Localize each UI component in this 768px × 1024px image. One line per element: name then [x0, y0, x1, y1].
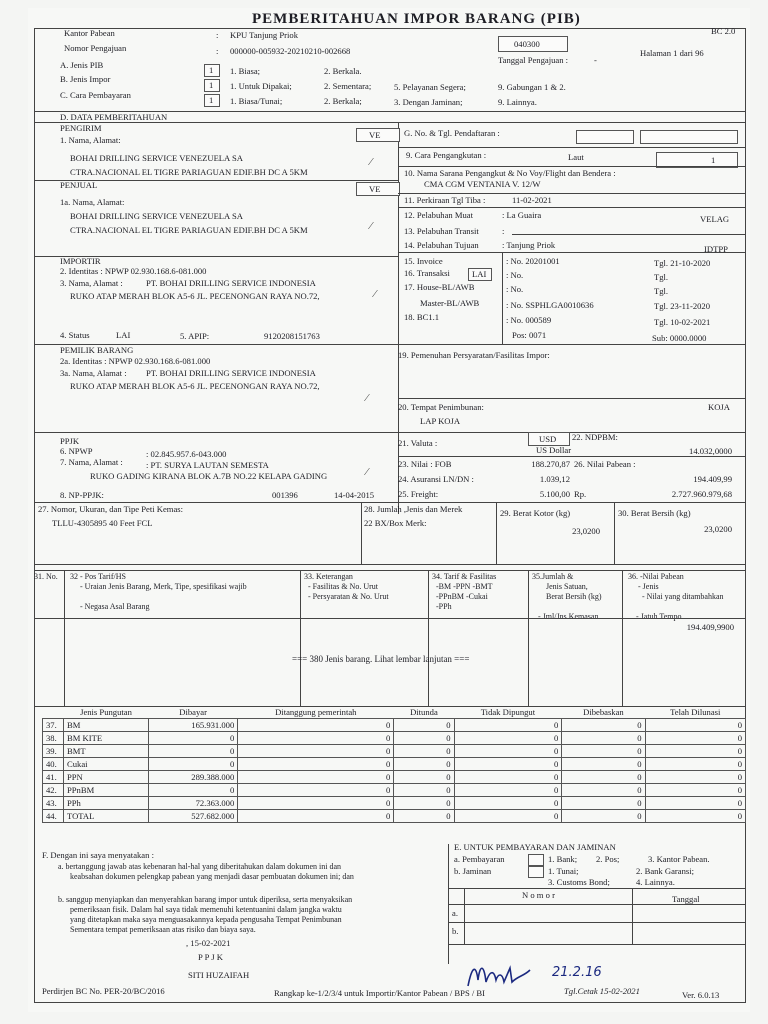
- page-number: Halaman 1 dari 96: [640, 48, 704, 58]
- pemilik-nama-label: 3a. Nama, Alamat :: [60, 368, 127, 378]
- section-e-label: E. UNTUK PEMBAYARAN DAN JAMINAN: [454, 842, 616, 852]
- items-header-0: 31. No.: [34, 572, 58, 581]
- version: Ver. 6.0.13: [682, 990, 720, 1000]
- pendaftaran-no-box: [576, 130, 634, 144]
- pungutan-header-5: Dibebaskan: [562, 706, 645, 719]
- jenis-impor-box: 1: [209, 80, 214, 90]
- items-header-11: 35.Jumlah &: [532, 572, 574, 581]
- items-header-17: - Nilai yang ditambahkan: [642, 592, 724, 601]
- pungutan-cell-bebas: 0: [562, 745, 645, 758]
- pungutan-cell-jenis: BMT: [64, 745, 149, 758]
- statement-b-2: pemeriksaan fisik. Dalam hal saya tidak memenuhi ketentuanini dalam jangka waktu: [70, 905, 342, 914]
- pungutan-header-2: Ditanggung pemerintah: [238, 706, 394, 719]
- fasilitas-label: 19. Pemenuhan Persyaratan/Fasilitas Impor:: [398, 350, 550, 360]
- pungutan-cell-dibayar: 0: [149, 732, 238, 745]
- importir-status: LAI: [116, 330, 131, 340]
- np-ppjk-date: 14-04-2015: [334, 490, 375, 500]
- importir-apip: 9120208151763: [264, 331, 320, 341]
- pungutan-cell-bebas: 0: [562, 732, 645, 745]
- statement-b-4: Sementara tempat pemeriksaan atas risiko dan biaya saya.: [70, 925, 256, 934]
- pungutan-cell-dibayar: 72.363.000: [149, 797, 238, 810]
- pembayaran-opt-3: 3. Kantor Pabean.: [648, 854, 710, 864]
- pungutan-header-1: Dibayar: [149, 706, 238, 719]
- pungutan-cell-no: 37.: [43, 719, 64, 732]
- pembayaran-box: [528, 854, 544, 866]
- timbun-name: LAP KOJA: [420, 416, 461, 426]
- peti-kemas: TLLU-4305895 40 Feet FCL: [52, 518, 153, 528]
- pungutan-cell-bebas: 0: [562, 771, 645, 784]
- jaminan-box: [528, 866, 544, 878]
- items-header-12: Jenis Satuan,: [546, 582, 588, 591]
- pungutan-cell-jenis: PPnBM: [64, 784, 149, 797]
- tanggal-header: Tanggal: [672, 894, 700, 904]
- nilai-pabean-total: 194.409,9900: [686, 622, 734, 632]
- pungutan-cell-dtp: 0: [238, 758, 394, 771]
- penjual-name: BOHAI DRILLING SERVICE VENEZUELA SA: [70, 211, 243, 221]
- pungutan-cell-jenis: TOTAL: [64, 810, 149, 823]
- tujuan-label: 14. Pelabuhan Tujuan: [404, 240, 479, 250]
- items-header-3: - Negasa Asal Barang: [80, 602, 150, 611]
- statement-b-1: b. sanggup menyiapkan dan menyerahkan barang impor untuk diperiksa, serta menyaksikan: [58, 895, 353, 904]
- top-border: [34, 28, 746, 29]
- items-header-10: -PPh: [436, 602, 452, 611]
- jaminan-row-b: b.: [452, 926, 459, 936]
- ppjk-nama: : PT. SURYA LAUTAN SEMESTA: [146, 460, 269, 470]
- pungutan-cell-lunas: 0: [645, 784, 745, 797]
- items-header-2: - Uraian Jenis Barang, Merk, Tipe, spesifikasi wajib: [80, 582, 247, 591]
- cara-bayar-opt-9: 9. Lainnya.: [498, 97, 537, 107]
- housebl-label: 17. House-BL/AWB: [404, 282, 475, 292]
- transit-label: 13. Pelabuhan Transit: [404, 226, 479, 236]
- pungutan-cell-tidak: 0: [454, 745, 562, 758]
- importir-label: IMPORTIR: [60, 256, 101, 266]
- left-border: [34, 28, 35, 1003]
- pungutan-cell-lunas: 0: [645, 758, 745, 771]
- page-title: PEMBERITAHUAN IMPOR BARANG (PIB): [252, 11, 581, 27]
- pungutan-cell-lunas: 0: [645, 745, 745, 758]
- asuransi: 1.039,12: [539, 474, 570, 484]
- pungutan-cell-ditunda: 0: [394, 771, 454, 784]
- signatory-name: SITI HUZAIFAH: [188, 970, 250, 980]
- freight: 5.100,00: [539, 489, 570, 499]
- signature-image: [464, 956, 550, 992]
- pungutan-cell-ditunda: 0: [394, 719, 454, 732]
- transaksi-tgl: Tgl.: [654, 272, 669, 282]
- section-d-label: D. DATA PEMBERITAHUAN: [60, 112, 168, 122]
- jenis-impor-opt-1: 1. Untuk Dipakai;: [230, 81, 292, 91]
- section-f-label: F. Dengan ini saya menyatakan :: [42, 850, 154, 860]
- tanggal-pengajuan-label: Tanggal Pengajuan :: [498, 55, 569, 65]
- bc11-no: : No. 000589: [506, 315, 552, 325]
- pemilik-identitas: 2a. Identitas : NPWP 02.930.168.6-081.000: [60, 356, 211, 366]
- jenis-pib-opt-1: 1. Biasa;: [230, 66, 261, 76]
- pungutan-cell-dibayar: 165.931.000: [149, 719, 238, 732]
- pungutan-cell-jenis: PPN: [64, 771, 149, 784]
- pelabuhan-tujuan-code: IDTPP: [704, 244, 728, 254]
- pungutan-cell-ditunda: 0: [394, 732, 454, 745]
- pungutan-cell-dtp: 0: [238, 810, 394, 823]
- np-ppjk-label: 8. NP-PPJK:: [60, 490, 104, 500]
- jaminan-opt-1: 1. Tunai;: [548, 866, 579, 876]
- pungutan-cell-bebas: 0: [562, 810, 645, 823]
- pungutan-cell-tidak: 0: [454, 719, 562, 732]
- pengajuan-value: 000000-005932-20210210-002668: [230, 46, 351, 56]
- pib-document: PEMBERITAHUAN IMPOR BARANG (PIB) BC 2.0 Halaman 1 dari 96 Kantor Pabean : KPU Tanjung Priok 040300 Nomor Pengajuan : 000000-005932-20210210-002668 Tanggal Pengajuan : - A. Jenis PIB 1 1. Biasa; 2. Berkala. B. Jenis Impor 1 1. Untuk Dipakai; 2. Sementara; 5. Pelayanan Segera; 9. Gabungan 1 & 2. C. Cara Pembayaran 1 1. Biasa/Tunai; 2. Berkala; 3. Dengan Jaminan; 9. Lainnya. D. DATA PEMBERITAHUAN PENGIRIM VE 1. Nama, Alamat: BOHAI DRILLING SERVICE VENEZUELA SA CTRA.NACIONAL EL TIGRE PARIAGUAN EDIF.BH DC A 5KM ⁄ PENJUAL VE 1a. Nama, Alamat: BOHAI DRILLING SERVICE VENEZUELA SA CTRA.NACIONAL EL TIGRE PARIAGUAN EDIF.BH DC A 5KM ⁄ IMPORTIR 2. Identitas : NPWP 02.930.168.6-081.000 3. Nama, Alamat : PT. BOHAI DRILLING SERVICE INDONESIA RUKO ATAP MERAH BLOK A5-6 JL. PECENONGAN RAYA NO.72, ⁄ 4. Status LAI 5. APIP: 9120208151763 PEMILIK BARANG 2a. Identitas : NPWP 02.930.168.6-081.000 3a. Nama, Alamat : PT. BOHAI DRILLING SERVICE INDONESIA RUKO ATAP MERAH BLOK A5-6 JL. PECENONGAN RAYA NO.72, ⁄ PPJK 6. NPWP : 02.845.957.6-043.000 7. Nama, Alamat : : PT. SURYA LAUTAN SEMESTA RUKO GADING KIRANA BLOK A.7B NO.22 KELAPA GADING ⁄ 8. NP-PPJK: 001396 14-04-2015 G. No. & Tgl. Pendaftaran : 9. Cara Pengangkutan : Laut 1 10. Nama Sarana Pengangkut & No Voy/Flight dan Bendera : CMA CGM VENTANIA V. 12/W 11. Perkiraan Tgl Tiba : 11-02-2021 12. Pelabuhan Muat : La Guaira VELAG 13. Pelabuhan Transit : 14. Pelabuhan Tujuan : Tanjung Priok IDTPP 15. Invoice : No. 20201001 Tgl. 21-10-2020 16. Transaksi LAI : No. Tgl. 17. House-BL/AWB : No. Tgl. Master-BL/AWB : No. SSPHLGA0010636 Tgl. 23-11-2020 18. BC1.1 : No. 000589 Tgl. 10-02-2021 Pos: 0071 Sub: 0000.0000 19. Pemenuhan Persyaratan/Fasilitas Impor: 20. Tempat Penimbunan: KOJA LAP KOJA 21. Valuta : USD 22. NDPBM: US Dollar 14.032,0000 23. Nilai : FOB 188.270,87 26. Nilai Pabean : 24. Asuransi LN/DN : 1.039,12 194.409,99 25. Freight: 5.100,00 Rp. 2.727.960.979,68 27. Nomor, Ukuran, dan Tipe Peti Kemas: TLLU-4305895 40 Feet FCL 28. Jumlah ,Jenis dan Merek 22 BX/Box Merk: 29. Berat Kotor (kg) 23,0200 30. Berat Bersih (kg) 23,0200 31. No. 32 - Pos Tarif/HS - Uraian Jenis Barang, Merk, Tipe, spesifikasi wajib - Negasa Asal Barang 33. Keterangan - Fasilitas & No. Urut - Persyaratan & No. Urut 34. Tarif & Fasilitas -BM -PPN -BMT -PPnBM -Cukai -PPh 35.Jumlah & Jenis Satuan, Berat Bersih (kg) - Jml/Jns Kemasan 36. -Nilai Pabean - Jenis - Nilai yang ditambahkan - Jatuh Tempo 194.409,9900 === 380 Jenis barang. Lihat lembar lanjutan === Jenis Pungutan Dibayar Ditanggung pemerintah Ditunda Tidak Dipungut Dibebaskan Telah Dilunasi 37. BM 165.931.000 0 0 0 0 0 38. BM KITE 0 0 0 0 0 0 39. BMT 0 0 0 0 0 0 40. Cukai 0 0 0 0 0 0 41. PPN 289.388.000 0 0 0 0 0 42. PPnBM 0 0 0 0 0 0 43. PPh 72.363.000 0 0 0 0 0 44. TOTAL 527.682.000 0 0 0 0 0 F. Dengan ini saya menyatakan : a. bertanggung jawab atas kebenaran hal-hal yang diberitahukan dalam dokumen ini dan keabsahan dokumen pelengkap pabean yang menjadi dasar pembuatan dokumen ini; dan b. sanggup menyiapkan dan menyerahkan barang impor untuk diperiksa, serta menyaksikan pemeriksaan fisik. Dalam hal saya tidak memenuhi ketentuanini dalam jangka waktu yang ditetapkan maka saya menguasakannya kepada pengusaha Tempat Penimbunan Sementara tempat pemeriksaan atas risiko dan biaya saya. , 15-02-2021 P P J K SITI HUZAIFAH E. UNTUK PEMBAYARAN DAN JAMINAN a. Pembayaran 1. Bank; 2. Pos; 3. Kantor Pabean. b. Jaminan 1. Tunai; 2. Bank Garansi; 3. Customs Bond; 4. Lainnya. N o m o r Tanggal a. b. 21.2.16 Perdirjen BC No. PER-20/BC/2016 Rangkap ke-1/2/3/4 untuk Importir/Kantor Pabean / BPS / BI Tgl.Cetak 15-02-2021 Ver. 6.0.13: [28, 8, 750, 1012]
- pungutan-cell-dtp: 0: [238, 797, 394, 810]
- items-header-5: - Fasilitas & No. Urut: [308, 582, 378, 591]
- pungutan-cell-ditunda: 0: [394, 797, 454, 810]
- pungutan-header-4: Tidak Dipungut: [454, 706, 562, 719]
- kemasan-label: 28. Jumlah ,Jenis dan Merek: [364, 504, 463, 514]
- importir-nama: PT. BOHAI DRILLING SERVICE INDONESIA: [146, 278, 316, 288]
- items-header-4: 33. Keterangan: [304, 572, 353, 581]
- pungutan-cell-jenis: BM: [64, 719, 149, 732]
- perdirjen: Perdirjen BC No. PER-20/BC/2016: [42, 986, 165, 996]
- invoice-label: 15. Invoice: [404, 256, 443, 266]
- pungutan-cell-no: 44.: [43, 810, 64, 823]
- asuransi-label: 24. Asuransi LN/DN :: [398, 474, 474, 484]
- pungutan-cell-no: 38.: [43, 732, 64, 745]
- pungutan-cell-ditunda: 0: [394, 810, 454, 823]
- tgl-cetak: Tgl.Cetak 15-02-2021: [564, 986, 640, 996]
- masterbl-tgl: Tgl. 23-11-2020: [654, 301, 711, 311]
- pungutan-cell-dibayar: 0: [149, 784, 238, 797]
- rangkap: Rangkap ke-1/2/3/4 untuk Importir/Kantor Pabean / BPS / BI: [274, 988, 486, 998]
- pembayaran-label: a. Pembayaran: [454, 854, 505, 864]
- sarana: CMA CGM VENTANIA V. 12/W: [424, 179, 541, 189]
- jenis-impor-label: B. Jenis Impor: [60, 74, 111, 84]
- form-code: BC 2.0: [711, 26, 736, 36]
- kantor-code: 040300: [514, 39, 540, 49]
- statement-b-3: yang ditetapkan maka saya menguasakannya kepada pengusaha Tempat Penimbunan: [70, 915, 342, 924]
- perkiraan-tiba: 11-02-2021: [512, 195, 552, 205]
- pemilik-alamat: RUKO ATAP MERAH BLOK A5-6 JL. PECENONGAN RAYA NO.72,: [70, 381, 320, 391]
- ppjk-alamat: RUKO GADING KIRANA BLOK A.7B NO.22 KELAPA GADING: [90, 471, 328, 481]
- housebl-no: : No.: [506, 284, 524, 294]
- timbun-code: KOJA: [708, 402, 730, 412]
- pengirim-name: BOHAI DRILLING SERVICE VENEZUELA SA: [70, 153, 243, 163]
- items-note: === 380 Jenis barang. Lihat lembar lanjutan ===: [292, 654, 470, 664]
- pungutan-cell-dibayar: 0: [149, 758, 238, 771]
- importir-identitas: 2. Identitas : NPWP 02.930.168.6-081.000: [60, 266, 207, 276]
- pungutan-cell-tidak: 0: [454, 732, 562, 745]
- penjual-country: VE: [369, 184, 381, 194]
- ppjk-npwp: : 02.845.957.6-043.000: [146, 449, 227, 459]
- pungutan-header-0: Jenis Pungutan: [64, 706, 149, 719]
- pungutan-cell-jenis: PPh: [64, 797, 149, 810]
- pungutan-row: [43, 810, 746, 823]
- penjual-name-label: 1a. Nama, Alamat:: [60, 197, 125, 207]
- pungutan-header-6: Telah Dilunasi: [645, 706, 745, 719]
- pungutan-header-3: Ditunda: [394, 706, 454, 719]
- pungutan-table: [42, 706, 746, 823]
- pungutan-cell-lunas: 0: [645, 797, 745, 810]
- bc11-label: 18. BC1.1: [404, 312, 440, 322]
- status-label: 4. Status: [60, 330, 90, 340]
- kemas-label: 27. Nomor, Ukuran, dan Tipe Peti Kemas:: [38, 504, 184, 514]
- pabean-label: 26. Nilai Pabean :: [574, 459, 636, 469]
- cara-angkut: Laut: [568, 152, 584, 162]
- freight-label: 25. Freight:: [398, 489, 439, 499]
- invoice-no: : No. 20201001: [506, 256, 560, 266]
- ppjk-npwp-label: 6. NPWP: [60, 446, 93, 456]
- nilai-fob: 188.270,87: [531, 459, 570, 469]
- apip-label: 5. APIP:: [180, 331, 210, 341]
- valuta-label: 21. Valuta :: [398, 438, 438, 448]
- jenis-impor-opt-9: 9. Gabungan 1 & 2.: [498, 82, 566, 92]
- right-border: [745, 28, 746, 1003]
- pungutan-cell-lunas: 0: [645, 810, 745, 823]
- pungutan-cell-dtp: 0: [238, 745, 394, 758]
- pungutan-cell-dibayar: 289.388.000: [149, 771, 238, 784]
- items-header-7: 34. Tarif & Fasilitas: [432, 572, 497, 581]
- rp-label: Rp.: [574, 489, 587, 499]
- items-header-18: - Jatuh Tempo: [636, 612, 682, 621]
- cara-angkut-code: 1: [711, 155, 716, 165]
- pendaftaran-label: G. No. & Tgl. Pendaftaran :: [404, 128, 500, 138]
- pungutan-row: [43, 758, 746, 771]
- pungutan-cell-jenis: Cukai: [64, 758, 149, 771]
- sign-role: P P J K: [198, 952, 223, 962]
- pungutan-cell-no: 41.: [43, 771, 64, 784]
- jaminan-opt-4: 4. Lainnya.: [636, 877, 675, 887]
- pungutan-cell-dibayar: 0: [149, 745, 238, 758]
- pungutan-row: [43, 797, 746, 810]
- masterbl-label: Master-BL/AWB: [420, 298, 480, 308]
- importir-alamat: RUKO ATAP MERAH BLOK A5-6 JL. PECENONGAN RAYA NO.72,: [70, 291, 320, 301]
- jaminan-opt-2: 2. Bank Garansi;: [636, 866, 694, 876]
- pungutan-cell-jenis: BM KITE: [64, 732, 149, 745]
- transaksi-code: LAI: [472, 269, 487, 279]
- pungutan-cell-tidak: 0: [454, 771, 562, 784]
- pungutan-cell-bebas: 0: [562, 797, 645, 810]
- bc11-pos: Pos: 0071: [512, 330, 547, 340]
- housebl-tgl: Tgl.: [654, 286, 669, 296]
- pengirim-address: CTRA.NACIONAL EL TIGRE PARIAGUAN EDIF.BH DC A 5KM: [70, 167, 308, 177]
- invoice-tgl: Tgl. 21-10-2020: [654, 258, 711, 268]
- pungutan-cell-lunas: 0: [645, 719, 745, 732]
- sign-date: , 15-02-2021: [186, 938, 231, 948]
- jenis-pib-box: 1: [209, 65, 214, 75]
- bc11-tgl: Tgl. 10-02-2021: [654, 317, 711, 327]
- kantor-value: KPU Tanjung Priok: [230, 30, 298, 40]
- masterbl-no: : No. SSPHLGA0010636: [506, 300, 594, 310]
- jenis-pib-opt-2: 2. Berkala.: [324, 66, 362, 76]
- importir-nama-label: 3. Nama, Alamat :: [60, 278, 123, 288]
- penjual-label: PENJUAL: [60, 180, 98, 190]
- pungutan-cell-bebas: 0: [562, 784, 645, 797]
- timbun-label: 20. Tempat Penimbunan:: [398, 402, 484, 412]
- pembayaran-opt-2: 2. Pos;: [596, 854, 620, 864]
- pungutan-cell-tidak: 0: [454, 784, 562, 797]
- np-ppjk: 001396: [272, 490, 298, 500]
- pungutan-cell-lunas: 0: [645, 771, 745, 784]
- pungutan-cell-ditunda: 0: [394, 758, 454, 771]
- pungutan-cell-no: 39.: [43, 745, 64, 758]
- items-header-14: - Jml/Jns Kemasan: [538, 612, 599, 621]
- jaminan-label: b. Jaminan: [454, 866, 492, 876]
- valuta-name: US Dollar: [536, 445, 572, 455]
- handwritten-date: 21.2.16: [552, 965, 602, 980]
- items-header-8: -BM -PPN -BMT: [436, 582, 493, 591]
- ndpbm: 14.032,0000: [689, 446, 732, 456]
- pungutan-cell-bebas: 0: [562, 719, 645, 732]
- pemilik-nama: PT. BOHAI DRILLING SERVICE INDONESIA: [146, 368, 316, 378]
- pelabuhan-muat-code: VELAG: [700, 214, 730, 224]
- sarana-label: 10. Nama Sarana Pengangkut & No Voy/Flight dan Bendera :: [404, 168, 616, 178]
- items-header-16: - Jenis: [638, 582, 659, 591]
- items-header-6: - Persyaratan & No. Urut: [308, 592, 389, 601]
- pungutan-cell-no: 42.: [43, 784, 64, 797]
- pendaftaran-tgl-box: [640, 130, 738, 144]
- pembayaran-opt-1: 1. Bank;: [548, 854, 578, 864]
- valuta: USD: [539, 434, 557, 444]
- statement-a-1: a. bertanggung jawab atas kebenaran hal-hal yang diberitahukan dalam dokumen ini dan: [58, 862, 342, 871]
- bc11-sub: Sub: 0000.0000: [652, 333, 707, 343]
- pungutan-row: [43, 771, 746, 784]
- ndpbm-label: 22. NDPBM:: [572, 432, 618, 442]
- cara-angkut-label: 9. Cara Pengangkutan :: [406, 150, 487, 160]
- netto-label: 30. Berat Bersih (kg): [618, 508, 691, 518]
- berat-bersih: 23,0200: [704, 524, 732, 534]
- cara-bayar-label: C. Cara Pembayaran: [60, 90, 131, 100]
- ppjk-label: PPJK: [60, 436, 80, 446]
- pungutan-cell-ditunda: 0: [394, 784, 454, 797]
- bruto-label: 29. Berat Kotor (kg): [500, 508, 571, 518]
- pungutan-cell-tidak: 0: [454, 758, 562, 771]
- pungutan-cell-tidak: 0: [454, 797, 562, 810]
- pengirim-name-label: 1. Nama, Alamat:: [60, 135, 121, 145]
- pungutan-cell-tidak: 0: [454, 810, 562, 823]
- pemilik-label: PEMILIK BARANG: [60, 345, 134, 355]
- pelabuhan-muat: : La Guaira: [502, 210, 542, 220]
- berat-kotor: 23,0200: [572, 526, 600, 536]
- tanggal-pengajuan-value: -: [594, 55, 597, 65]
- pungutan-cell-dtp: 0: [238, 771, 394, 784]
- jumlah-kemasan: 22 BX/Box Merk:: [364, 518, 427, 528]
- pungutan-cell-no: 40.: [43, 758, 64, 771]
- pelabuhan-tujuan: : Tanjung Priok: [502, 240, 556, 250]
- pungutan-cell-bebas: 0: [562, 758, 645, 771]
- kantor-label: Kantor Pabean: [64, 28, 115, 38]
- jenis-impor-opt-5: 5. Pelayanan Segera;: [394, 82, 466, 92]
- items-header-1: 32 - Pos Tarif/HS: [70, 572, 126, 581]
- transaksi-label: 16. Transaksi: [404, 268, 450, 278]
- items-header-13: Berat Bersih (kg): [546, 592, 602, 601]
- pabean-usd: 194.409,99: [693, 474, 732, 484]
- pengirim-label: PENGIRIM: [60, 123, 102, 133]
- pungutan-cell-dibayar: 527.682.000: [149, 810, 238, 823]
- pungutan-cell-dtp: 0: [238, 732, 394, 745]
- cara-bayar-opt-3: 3. Dengan Jaminan;: [394, 97, 463, 107]
- pungutan-cell-no: 43.: [43, 797, 64, 810]
- pungutan-cell-dtp: 0: [238, 719, 394, 732]
- cara-bayar-opt-1: 1. Biasa/Tunai;: [230, 96, 283, 106]
- items-header-15: 36. -Nilai Pabean: [628, 572, 684, 581]
- statement-a-2: keabsahan dokumen pelengkap pabean yang menjadi dasar pembuatan dokumen ini; dan: [70, 872, 354, 881]
- pungutan-cell-lunas: 0: [645, 732, 745, 745]
- cara-bayar-box: 1: [209, 95, 214, 105]
- jenis-impor-opt-2: 2. Sementara;: [324, 81, 372, 91]
- muat-label: 12. Pelabuhan Muat: [404, 210, 473, 220]
- pengirim-country: VE: [369, 130, 381, 140]
- pelabuhan-transit: :: [502, 226, 505, 236]
- pengajuan-label: Nomor Pengajuan: [64, 43, 127, 53]
- ppjk-nama-label: 7. Nama, Alamat :: [60, 457, 123, 467]
- pungutan-row: [43, 719, 746, 732]
- tiba-label: 11. Perkiraan Tgl Tiba :: [404, 195, 486, 205]
- pungutan-cell-ditunda: 0: [394, 745, 454, 758]
- items-header-9: -PPnBM -Cukai: [436, 592, 488, 601]
- pungutan-cell-dtp: 0: [238, 784, 394, 797]
- cara-bayar-opt-2: 2. Berkala;: [324, 96, 362, 106]
- jaminan-opt-3: 3. Customs Bond;: [548, 877, 610, 887]
- jaminan-row-a: a.: [452, 908, 458, 918]
- pungutan-row: [43, 732, 746, 745]
- nomor-header: N o m o r: [522, 890, 555, 900]
- jenis-pib-label: A. Jenis PIB: [60, 60, 104, 70]
- nilai-label: 23. Nilai : FOB: [398, 459, 452, 469]
- pungutan-row: [43, 745, 746, 758]
- penjual-address: CTRA.NACIONAL EL TIGRE PARIAGUAN EDIF.BH DC A 5KM: [70, 225, 308, 235]
- transaksi-no: : No.: [506, 270, 524, 280]
- pabean-rp: 2.727.960.979,68: [671, 489, 732, 499]
- pungutan-row: [43, 784, 746, 797]
